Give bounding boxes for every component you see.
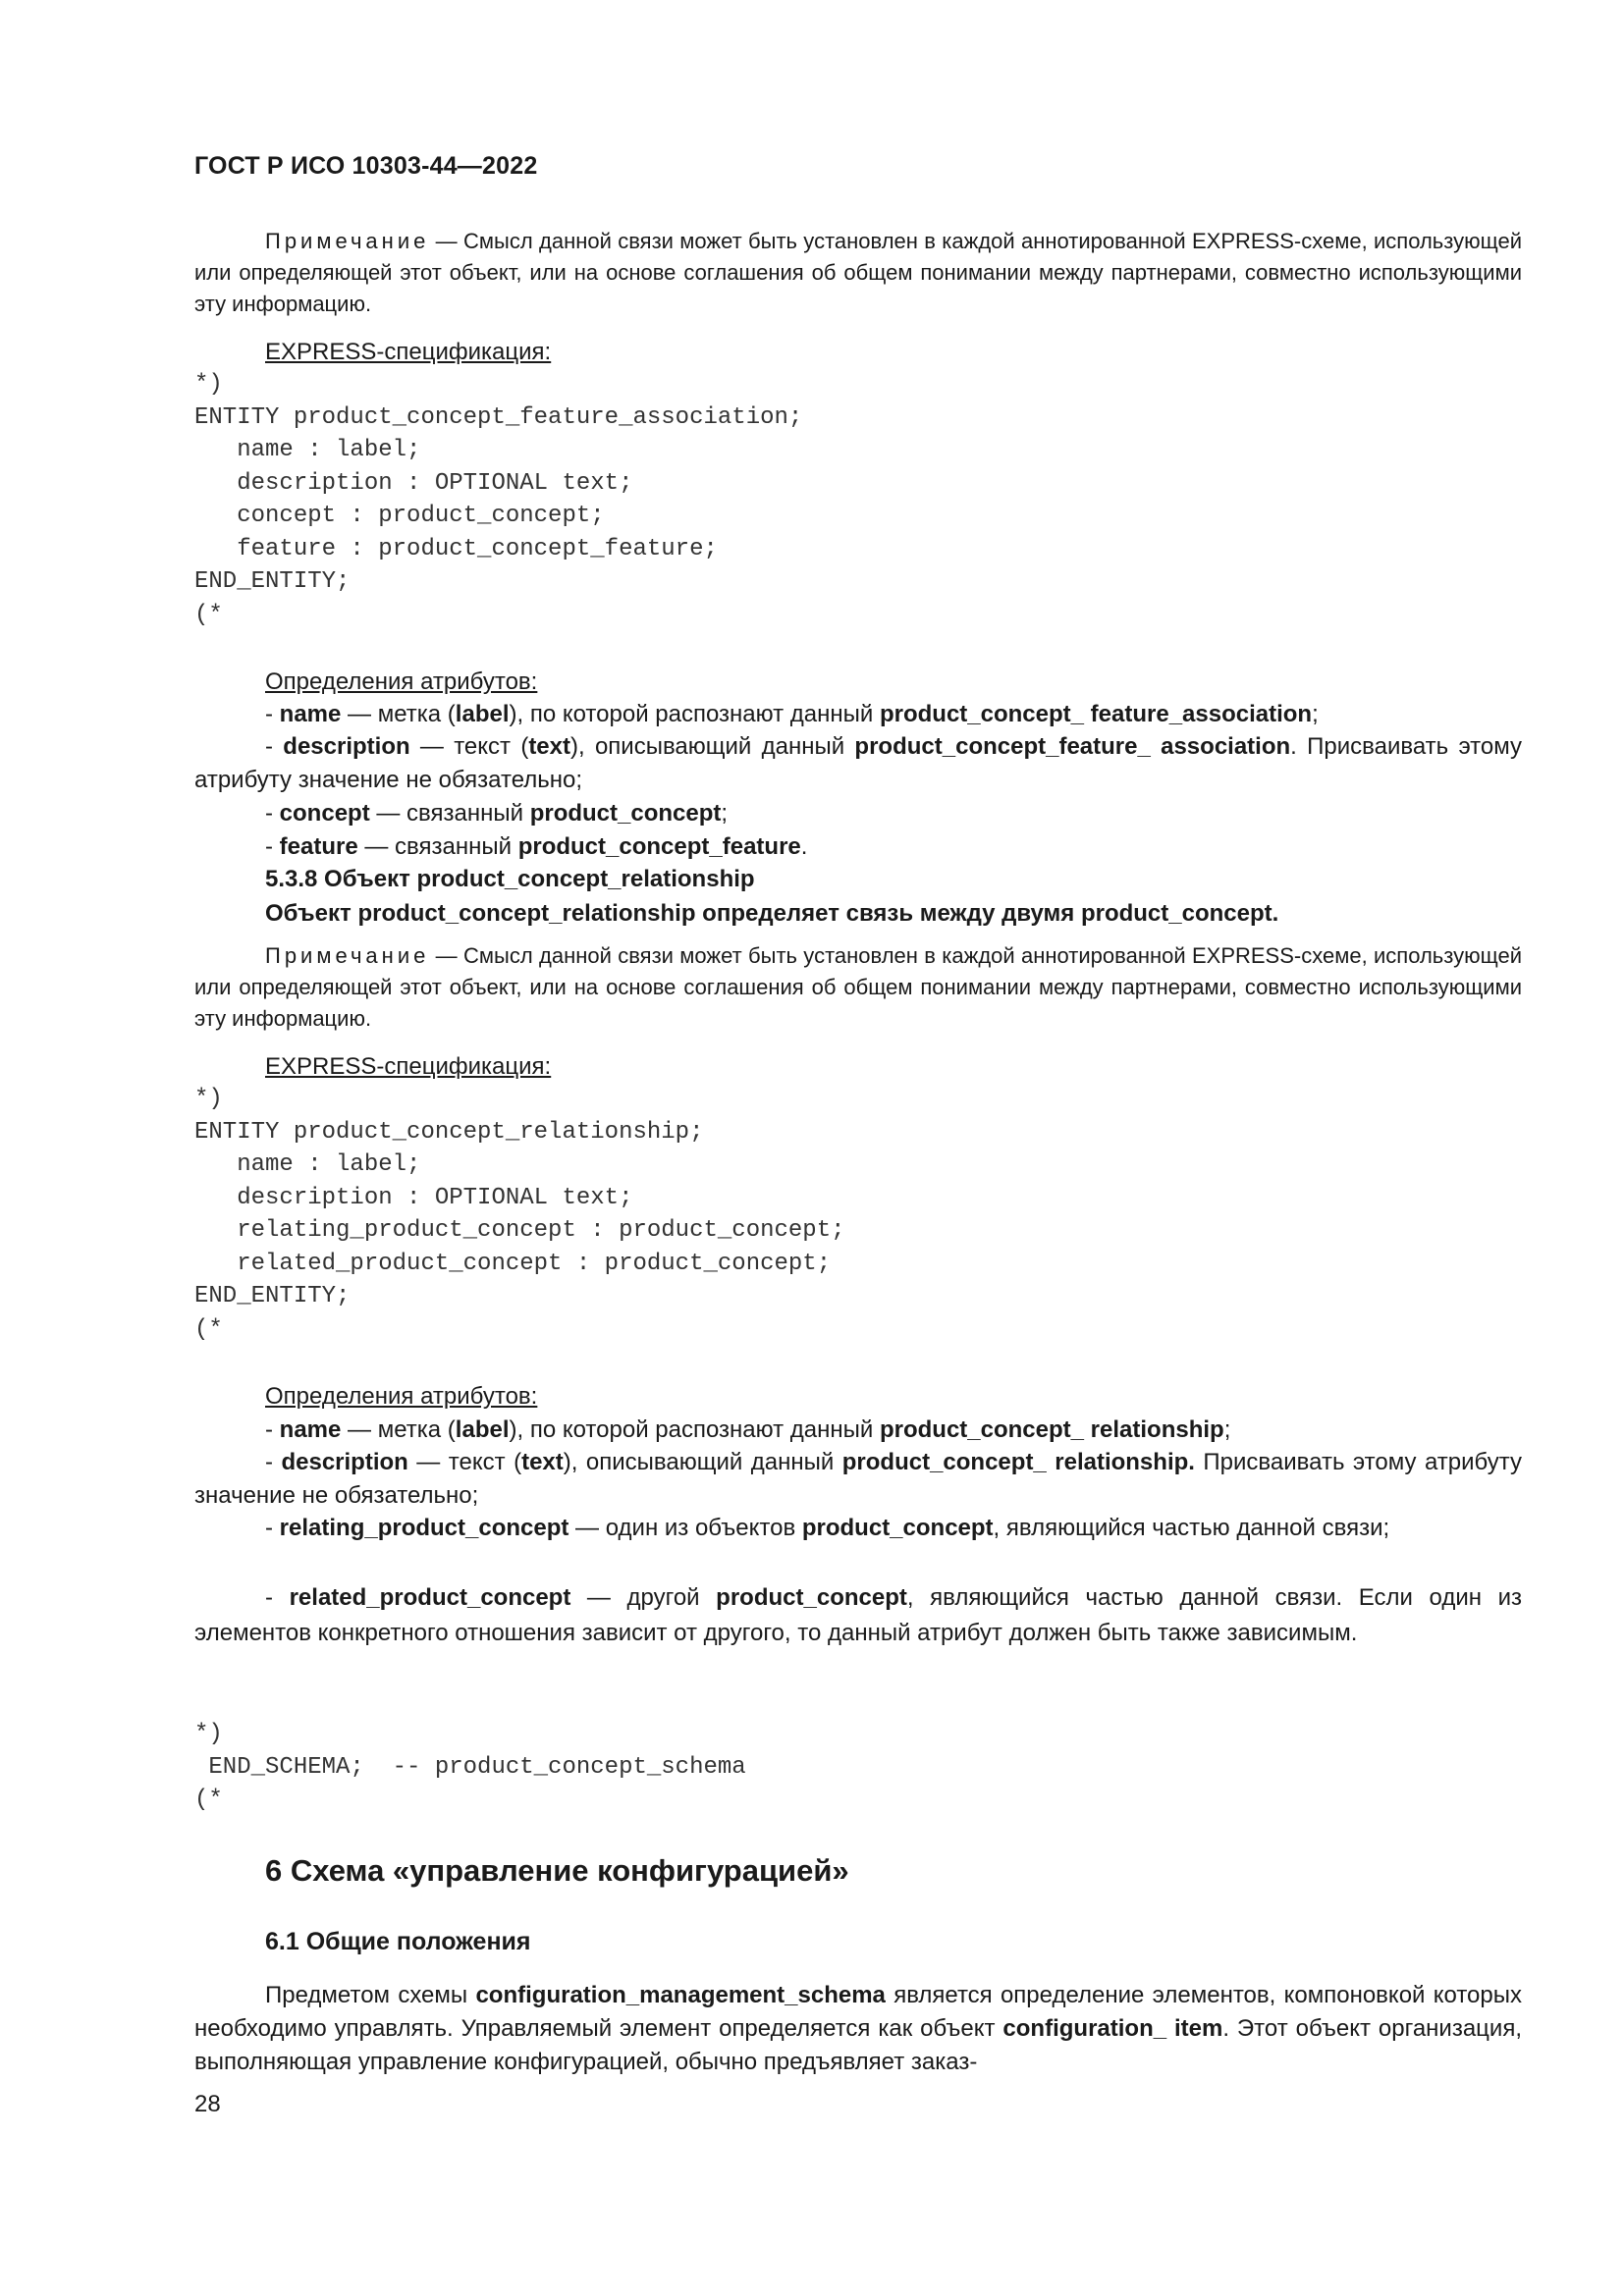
note-1 [194,226,1522,320]
attr-feature: - feature — связанный product_concept_feature. [265,833,808,860]
document-header: ГОСТ Р ИСО 10303-44—2022 [194,152,538,180]
attr-concept: - concept — связанный product_concept; [265,800,729,827]
attr-name-2: - name — метка (label), по которой распознают данный product_concept_ relationship; [265,1416,1231,1443]
attr-definitions-label-1: Определения атрибутов: [265,668,538,695]
note-text: — Смысл данной связи может быть установлен в каждой аннотированной EXPRESS-схеме, использующей или определяющей этот объект, или на основе соглашения об общем понимании между партнерами, совместно использующими эту информацию. [194,229,1522,316]
attr-relating-product-concept: - relating_product_concept — один из объектов product_concept, являющийся частью данной связи; [265,1515,1390,1541]
express-code-1: *) ENTITY product_concept_feature_association; name : label; description : OPTIONAL text; concept : product_concept; feature : product_concept_feature; END_ENTITY; (* [194,371,803,628]
note-label: Примечание [265,943,430,968]
section-6-1-paragraph: Предметом схемы configuration_management_schema является определение элементов, компоновкой которых необходимо управлять. Управляемый элемент определяется как объект configuration_ item. Этот объект организация, выполняющая управление конфигурацией, обычно предъявляет заказ- [194,1982,1523,2075]
express-code-2: *) ENTITY product_concept_relationship; name : label; description : OPTIONAL text; relating_product_concept : product_concept; related_product_concept : product_concept; END_ENTITY; (* [194,1086,845,1343]
section-5-3-8-statement: Объект product_concept_relationship определяет связь между двумя product_concept. [265,900,1279,927]
express-code-3: *) END_SCHEMA; -- product_concept_schema (* [194,1721,746,1813]
attr-name-1: - name — метка (label), по которой распознают данный product_concept_ feature_association; [265,701,1319,727]
section-6-1-title: 6.1 Общие положения [265,1928,531,1955]
attr-description-1: - description — текст (text), описывающий данный product_concept_feature_ association. Присваивать этому атрибуту значение не обязательно; [194,733,1522,793]
attr-definitions-label-2: Определения атрибутов: [265,1383,538,1410]
note-label: Примечание [265,229,430,253]
attr-description-2: - description — текст (text), описывающий данный product_concept_ relationship. Присваивать этому атрибуту значение не обязательно; [194,1449,1523,1509]
page-number: 28 [194,2091,221,2117]
express-spec-label-2: EXPRESS-спецификация: [265,1053,552,1080]
section-5-3-8-title: 5.3.8 Объект product_concept_relationship [265,866,755,892]
attr-related-product-concept: - related_product_concept — другой product_concept, являющийся частью данной связи. Если один из элементов конкретного отношения зависит от другого, то данный атрибут должен быть также зависимым. [194,1584,1522,1646]
note-text: — Смысл данной связи может быть установлен в каждой аннотированной EXPRESS-схеме, использующей или определяющей этот объект, или на основе соглашения об общем понимании между партнерами, совместно использующими эту информацию. [194,943,1522,1031]
express-spec-label-1: EXPRESS-спецификация: [265,339,552,365]
section-6-title: 6 Схема «управление конфигурацией» [265,1853,849,1888]
note-2 [194,940,1522,1035]
